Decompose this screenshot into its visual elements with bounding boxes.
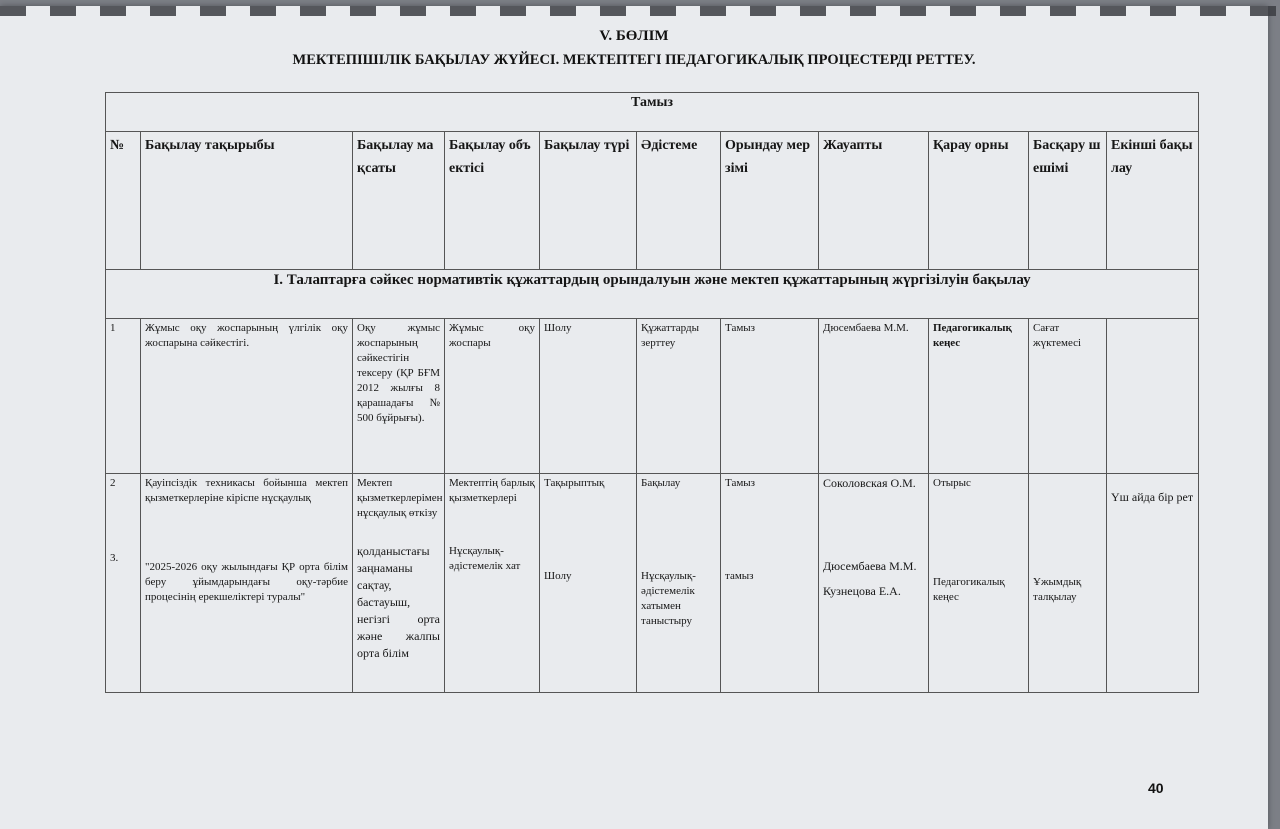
row-num: 1 (106, 319, 141, 474)
row-object: Нұсқаулық-әдістемелік хат (449, 545, 521, 572)
row-second-cell (1107, 474, 1199, 693)
row-topic-cell (141, 474, 353, 693)
row-venue: Педагогикалық кеңес (933, 576, 1005, 603)
section-title: МЕКТЕПІШІЛІК БАҚЫЛАУ ЖҮЙЕСІ. МЕКТЕПТЕГІ ПЕДАГОГИКАЛЫҚ ПРОЦЕСТЕРДІ РЕТТЕУ. (292, 52, 976, 68)
row-decision-cell (1029, 474, 1107, 693)
row-deadline: Тамыз (721, 319, 819, 474)
table-section-title: I. Талаптарға сәйкес нормативтік құжаттардың орындалуын және мектеп құжаттарының жүргізілуін бақылау (106, 270, 1199, 319)
col-header-deadline: Орындау мерзімі (721, 132, 819, 270)
row-second (1107, 319, 1199, 474)
col-header-topic: Бақылау тақырыбы (141, 132, 353, 270)
row-topic: Жұмыс оқу жоспарының үлгілік оқу жоспарына сәйкестігі. (141, 319, 353, 474)
spiral-binding (0, 6, 1280, 16)
row-purpose-cell (353, 474, 445, 693)
row-deadline: тамыз (725, 570, 754, 582)
month-header: Тамыз (106, 93, 1199, 132)
row-type-cell (540, 474, 637, 693)
section-number: V. БӨЛІМ (599, 28, 669, 44)
row-object: Жұмыс оқу жоспары (445, 319, 540, 474)
row-responsible: Дюсембаева М.М. (823, 559, 917, 573)
col-header-num: № (106, 132, 141, 270)
row-type: Шолу (540, 319, 637, 474)
row-venue-cell (929, 474, 1029, 693)
col-header-object: Бақылау объектісі (445, 132, 540, 270)
row-responsible: Дюсембаева М.М. (819, 319, 929, 474)
row-num-cell (106, 474, 141, 693)
row-second: Үш айда бір рет (1111, 490, 1194, 504)
row-method: Құжаттарды зерттеу (637, 319, 721, 474)
col-header-venue: Қарау орны (929, 132, 1029, 270)
row-purpose: Оқу жұмыс жоспарының сәйкестігін тексеру (ҚР БҒМ 2012 жылғы 8 қарашадағы № 500 бұйрығы). (353, 319, 445, 474)
row-purpose: қолданыстағы заңнаманы сақтау, бастауыш, негізгі орта және жалпы орта білім (357, 544, 440, 660)
row-purpose: Мектеп қызметкерлерімен нұсқаулық өткізу (357, 477, 443, 519)
row-method: Бақылау (641, 477, 681, 489)
row-type: Тақырыптық (544, 477, 605, 489)
row-decision: Сағат жүктемесі (1029, 319, 1107, 474)
row-object-cell (445, 474, 540, 693)
row-num: 3. (110, 552, 119, 564)
row-topic: Қауіпсіздік техникасы бойынша мектеп қызметкерлеріне кіріспе нұсқаулық (145, 477, 348, 504)
table-row (106, 474, 1199, 693)
row-decision: Ұжымдық талқылау (1033, 576, 1082, 603)
row-method-cell (637, 474, 721, 693)
row-object: Мектептің барлық қызметкерлері (449, 477, 535, 504)
col-header-purpose: Бақылау мақсаты (353, 132, 445, 270)
column-header-row (106, 132, 1199, 270)
col-header-type: Бақылау түрі (540, 132, 637, 270)
row-deadline: Тамыз (725, 477, 756, 489)
col-header-responsible: Жауапты (819, 132, 929, 270)
document-page (0, 6, 1268, 829)
row-topic: "2025-2026 оқу жылындағы ҚР орта білім беру ұйымдарындағы оқу-тәрбие процесінің ерекшеліктері туралы" (145, 561, 348, 603)
table-row (106, 319, 1199, 474)
row-deadline-cell (721, 474, 819, 693)
control-plan-table (105, 92, 1199, 693)
row-venue: Педагогикалық кеңес (929, 319, 1029, 474)
row-method: Нұсқаулық-әдістемелік хатымен таныстыру (641, 570, 696, 627)
col-header-method: Әдістеме (637, 132, 721, 270)
row-venue: Отырыс (933, 477, 971, 489)
row-type: Шолу (544, 570, 572, 582)
row-responsible: Соколовская О.М. (823, 476, 916, 490)
row-responsible-cell (819, 474, 929, 693)
col-header-second: Екінші бақылау (1107, 132, 1199, 270)
col-header-decision: Басқару шешімі (1029, 132, 1107, 270)
row-num: 2 (110, 477, 116, 489)
page-number: 40 (1148, 780, 1164, 796)
row-responsible-2: Кузнецова Е.А. (823, 584, 901, 598)
